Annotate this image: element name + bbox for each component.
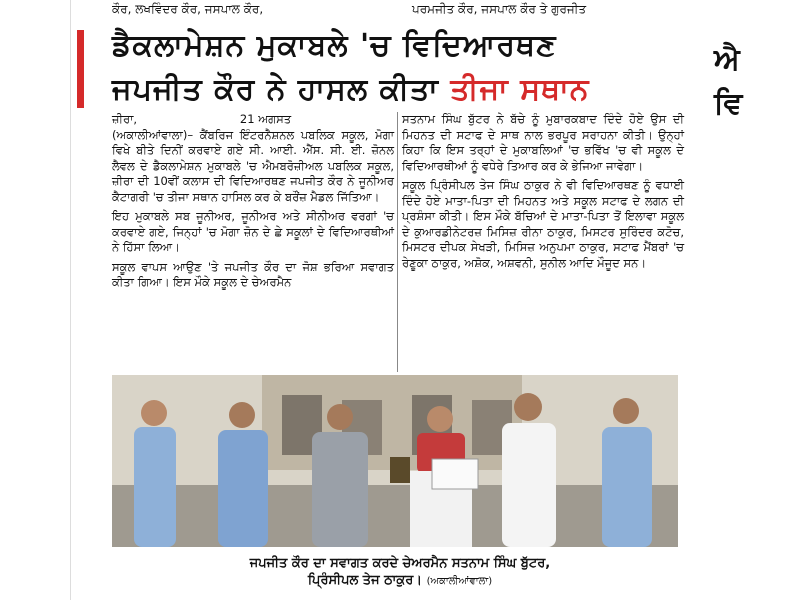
adjacent-headline-fragment: ਐ bbox=[714, 42, 740, 77]
dateline bbox=[112, 112, 394, 128]
previous-article-tail bbox=[112, 0, 712, 18]
red-section-marker bbox=[77, 30, 84, 108]
article-column-right bbox=[402, 112, 684, 275]
caption-line-1: ਜਪਜੀਤ ਕੌਰ ਦਾ ਸਵਾਗਤ ਕਰਦੇ ਚੇਅਰਮੈਨ ਸਤਨਾਮ ਸਿੰਘ ਬੁੱਟਰ, bbox=[249, 556, 551, 571]
headline-line-1: ਡੈਕਲਾਮੇਸ਼ਨ ਮੁਕਾਬਲੇ 'ਚ ਵਿਦਿਆਰਥਣ bbox=[112, 28, 557, 63]
headline-line-2 bbox=[112, 72, 590, 107]
headline-highlight: ਤੀਜਾ ਸਥਾਨ bbox=[450, 72, 590, 107]
article-paragraph: ਸਕੂਲ ਪ੍ਰਿੰਸੀਪਲ ਤੇਜ ਸਿੰਘ ਠਾਕੁਰ ਨੇ ਵੀ ਵਿਦਿਆਰਥਣ ਨੂੰ ਵਧਾਈ ਦਿੰਦੇ ਹੋਏ ਮਾਤਾ-ਪਿਤਾ ਦੀ ਮਿਹਨਤ ਅਤੇ ਸਕੂਲ ਸਟਾਫ ਦੇ ਲਗਨ ਦੀ ਪ੍ਰਸ਼ੰਸਾ ਕੀਤੀ। ਇਸ ਮੌਕੇ ਬੱਚਿਆਂ ਦੇ ਮਾਤਾ-ਪਿਤਾ ਤੋਂ ਇਲਾਵਾ ਸਕੂਲ ਦੇ ਕੁਆਰਡੀਨੇਟਰਜ਼ ਮਿਸਿਜ਼ ਰੀਨਾ ਠਾਕੁਰ, ਮਿਸਟਰ ਸੁਰਿੰਦਰ ਕਟੋਚ, ਮਿਸਟਰ ਦੀਪਕ ਸੇਖੜੀ, ਮਿਸਿਜ਼ ਅਨੁਪਮਾ ਠਾਕੁਰ, ਸਟਾਫ ਮੈਂਬਰਾਂ 'ਚ ਰੇਣੂਕਾ ਠਾਕੁਰ, ਅਸ਼ੋਕ, ਅਸ਼ਵਨੀ, ਸੁਨੀਲ ਆਦਿ ਮੌਜੂਦ ਸਨ। bbox=[402, 178, 684, 270]
group-photo-illustration bbox=[112, 375, 678, 547]
caption-line-2: ਪ੍ਰਿੰਸੀਪਲ ਤੇਜ ਠਾਕੁਰ। (ਅਕਾਲੀਆਂਵਾਲਾ) bbox=[307, 573, 493, 588]
news-photo bbox=[112, 375, 678, 547]
adjacent-headline-fragment-2: ਵਿ bbox=[714, 86, 743, 121]
top-strip-right: ਪਰਮਜੀਤ ਕੌਰ, ਜਸਪਾਲ ਕੌਰ ਤੇ ਗੁਰਜੀਤ bbox=[412, 2, 587, 16]
article-column-left bbox=[112, 112, 394, 295]
top-strip-left: ਕੌਰ, ਲਖਵਿੰਦਰ ਕੌਰ, ਜਸਪਾਲ ਕੌਰ, bbox=[112, 2, 264, 16]
article-paragraph: ਸਤਨਾਮ ਸਿੰਘ ਬੁੱਟਰ ਨੇ ਬੱਚੇ ਨੂੰ ਮੁਬਾਰਕਬਾਦ ਦਿੰਦੇ ਹੋਏ ਉਸ ਦੀ ਮਿਹਨਤ ਦੀ ਸਟਾਫ ਦੇ ਸਾਥ ਨਾਲ ਭਰਪੂਰ ਸਰਾਹਨਾ ਕੀਤੀ। ਉਨ੍ਹਾਂ ਕਿਹਾ ਕਿ ਇਸ ਤਰ੍ਹਾਂ ਦੇ ਮੁਕਾਬਲਿਆਂ 'ਚ ਭਵਿੱਖ 'ਚ ਵੀ ਸਕੂਲ ਦੇ ਵਿਦਿਆਰਥੀਆਂ ਨੂੰ ਵਧੇਰੇ ਤਿਆਰ ਕਰ ਕੇ ਭੇਜਿਆ ਜਾਵੇਗਾ। bbox=[402, 112, 684, 173]
headline-line-2-main: ਜਪਜੀਤ ਕੌਰ ਨੇ ਹਾਸਲ ਕੀਤਾ bbox=[112, 72, 439, 107]
photo-caption bbox=[140, 555, 660, 590]
caption-source: (ਅਕਾਲੀਆਂਵਾਲਾ) bbox=[426, 576, 493, 587]
trophy bbox=[390, 457, 410, 483]
dateline-date: 21 ਅਗਸਤ bbox=[239, 112, 292, 126]
adjacent-article-fragment bbox=[700, 30, 800, 600]
article-paragraph: ਸਕੂਲ ਵਾਪਸ ਆਉਣ 'ਤੇ ਜਪਜੀਤ ਕੌਰ ਦਾ ਜੋਸ਼ ਭਰਿਆ ਸਵਾਗਤ ਕੀਤਾ ਗਿਆ। ਇਸ ਮੌਕੇ ਸਕੂਲ ਦੇ ਚੇਅਰਮੈਨ bbox=[112, 259, 394, 289]
certificate bbox=[432, 459, 478, 489]
dateline-place: ਜ਼ੀਰਾ, bbox=[112, 112, 138, 126]
column-divider bbox=[397, 112, 398, 372]
article-paragraph: ਇਹ ਮੁਕਾਬਲੇ ਸਬ ਜੂਨੀਅਰ, ਜੂਨੀਅਰ ਅਤੇ ਸੀਨੀਅਰ ਵਰਗਾਂ 'ਚ ਕਰਵਾਏ ਗਏ, ਜਿਨ੍ਹਾਂ 'ਚ ਮੋਗਾ ਜ਼ੋਨ ਦੇ ਛੇ ਸਕੂਲਾਂ ਦੇ ਵਿਦਿਆਰਥੀਆਂ ਨੇ ਹਿੱਸਾ ਲਿਆ। bbox=[112, 209, 394, 254]
article-paragraph: (ਅਕਾਲੀਆਂਵਾਲਾ)– ਕੈਂਬਰਿਜ ਇੰਟਰਨੈਸ਼ਨਲ ਪਬਲਿਕ ਸਕੂਲ, ਮੋਗਾ ਵਿਖੇ ਬੀਤੇ ਦਿਨੀਂ ਕਰਵਾਏ ਗਏ ਸੀ. ਆਈ. ਐੱਸ. ਸੀ. ਈ. ਜ਼ੋਨਲ ਲੈਵਲ ਦੇ ਡੈਕਲਾਮੇਸ਼ਨ ਮੁਕਾਬਲੇ 'ਚ ਐਮਬਰੋਜ਼ੀਅਲ ਪਬਲਿਕ ਸਕੂਲ, ਜ਼ੀਰਾ ਦੀ 10ਵੀਂ ਕਲਾਸ ਦੀ ਵਿਦਿਆਰਥਣ ਜਪਜੀਤ ਕੌਰ ਨੇ ਜੂਨੀਅਰ ਕੈਟਾਗਰੀ 'ਚ ਤੀਜਾ ਸਥਾਨ ਹਾਸਿਲ ਕਰ ਕੇ ਬਰੌਂਜ਼ ਮੈਡਲ ਜਿੱਤਿਆ। bbox=[112, 127, 394, 204]
